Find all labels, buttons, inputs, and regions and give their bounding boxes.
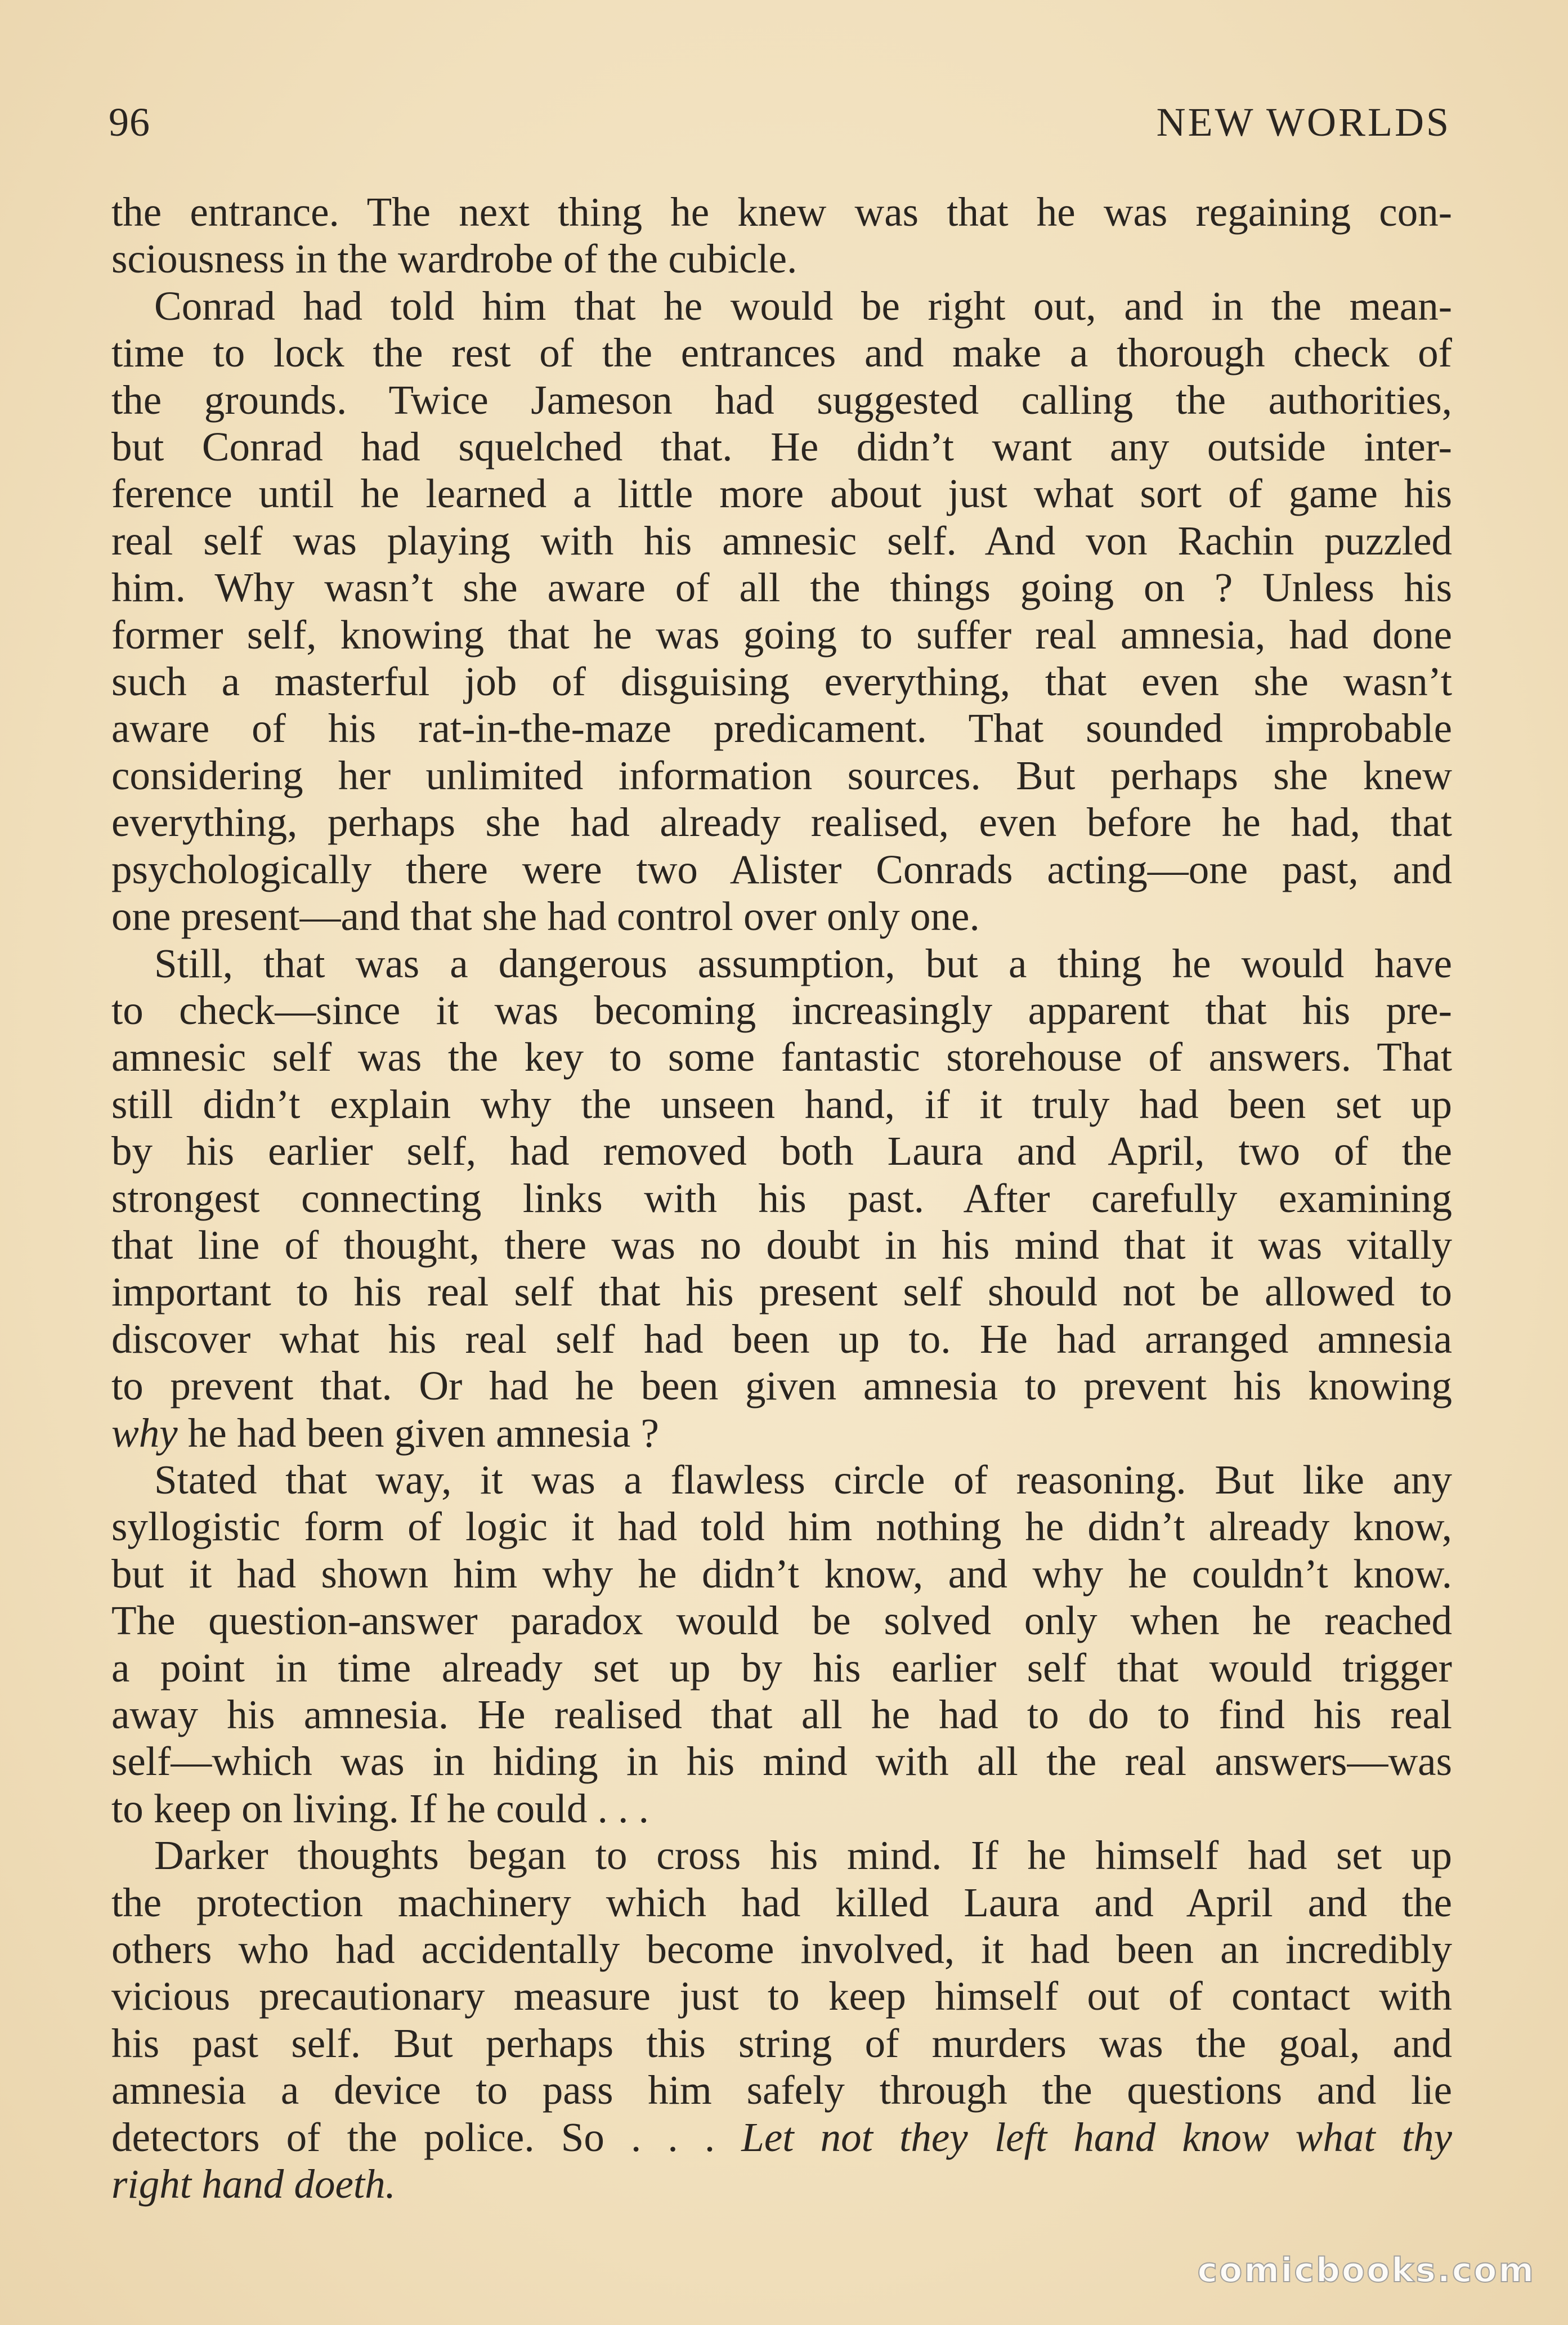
text-line: important to his real self that his present self should not be allowed to [111, 1269, 1452, 1315]
text-line: a point in time already set up by his earlier self that would trigger [111, 1644, 1452, 1691]
text-line: but Conrad had squelched that. He didn’t want any outside inter- [111, 424, 1452, 470]
text-line-with-italic [111, 1410, 1452, 1456]
text-line: sciousness in the wardrobe of the cubicle. [111, 236, 798, 282]
italic-quote-end: right hand doeth. [111, 2161, 396, 2207]
text-line-with-italic [111, 2114, 1452, 2161]
text-line: one present—and that she had control over only one. [111, 893, 980, 940]
text-line: ference until he learned a little more about just what sort of game his [111, 471, 1452, 517]
text-line: discover what his real self had been up to. He had arranged amnesia [111, 1316, 1452, 1362]
text-line: to check—since it was becoming increasingly apparent that his pre- [111, 987, 1452, 1033]
text-line: the grounds. Twice Jameson had suggested calling the authorities, [111, 377, 1452, 423]
text-fragment: detectors of the police. So . . . [111, 2114, 742, 2160]
text-line: syllogistic form of logic it had told him nothing he didn’t already know, [111, 1504, 1452, 1550]
page-number: 96 [109, 100, 150, 145]
text-line: Conrad had told him that he would be right out, and in the mean- [154, 283, 1452, 329]
paragraph-5 [111, 1832, 1452, 2207]
paragraph-2 [111, 283, 1452, 940]
running-head: NEW WORLDS [1156, 100, 1451, 145]
text-line: still didn’t explain why the unseen hand, if it truly had been set up [111, 1081, 1452, 1127]
text-line: the entrance. The next thing he knew was that he was regaining con- [111, 189, 1452, 235]
text-line: to keep on living. If he could . . . [111, 1785, 649, 1831]
italic-quote: Let not they left hand know what thy [741, 2114, 1452, 2160]
text-line: vicious precautionary measure just to keep himself out of contact with [111, 1973, 1452, 2019]
body-text [111, 189, 1452, 2207]
text-line: considering her unlimited information sources. But perhaps she knew [111, 752, 1452, 798]
text-line: amnesia a device to pass him safely through the questions and lie [111, 2067, 1452, 2113]
text-line: former self, knowing that he was going to suffer real amnesia, had done [111, 611, 1452, 658]
text-line: that line of thought, there was no doubt in his mind that it was vitally [111, 1222, 1452, 1268]
text-line: others who had accidentally become involved, it had been an incredibly [111, 1926, 1452, 1973]
text-line: amnesic self was the key to some fantastic storehouse of answers. That [111, 1034, 1452, 1080]
text-line: Stated that way, it was a flawless circle of reasoning. But like any [154, 1456, 1452, 1503]
text-line: the protection machinery which had killed Laura and April and the [111, 1879, 1452, 1925]
text-line: Darker thoughts began to cross his mind. If he himself had set up [154, 1832, 1452, 1879]
text-line: aware of his rat-in-the-maze predicament. That sounded improbable [111, 705, 1452, 752]
text-line-italic [111, 2161, 1452, 2207]
text-line: Still, that was a dangerous assumption, but a thing he would have [154, 940, 1452, 986]
text-line: away his amnesia. He realised that all he had to do to find his real [111, 1692, 1452, 1737]
text-line: by his earlier self, had removed both Laura and April, two of the [111, 1128, 1452, 1174]
watermark-logo: comicbooks.com [1197, 2251, 1535, 2290]
paragraph-3 [111, 940, 1452, 1456]
page-header [109, 99, 1451, 155]
text-fragment: he had been given amnesia ? [177, 1410, 659, 1456]
text-line: his past self. But perhaps this string of murders was the goal, and [111, 2020, 1452, 2066]
paragraph-1 [111, 189, 1452, 283]
text-line: real self was playing with his amnesic self. And von Rachin puzzled [111, 517, 1452, 564]
italic-word: why [111, 1410, 178, 1456]
text-line: such a masterful job of disguising everything, that even she wasn’t [111, 659, 1452, 705]
text-line: to prevent that. Or had he been given amnesia to prevent his knowing [111, 1363, 1452, 1409]
text-line: psychologically there were two Alister Conrads acting—one past, and [111, 846, 1452, 892]
paragraph-4 [111, 1456, 1452, 1832]
text-line: him. Why wasn’t she aware of all the things going on ? Unless his [111, 565, 1452, 611]
text-line: time to lock the rest of the entrances and make a thorough check of [111, 330, 1452, 376]
text-line: but it had shown him why he didn’t know, and why he couldn’t know. [111, 1550, 1452, 1597]
text-line: strongest connecting links with his past. After carefully examining [111, 1175, 1452, 1221]
text-line: everything, perhaps she had already realised, even before he had, that [111, 799, 1452, 846]
text-line: self—which was in hiding in his mind with all the real answers—was [111, 1738, 1452, 1785]
text-line: The question-answer paradox would be solved only when he reached [111, 1598, 1452, 1644]
